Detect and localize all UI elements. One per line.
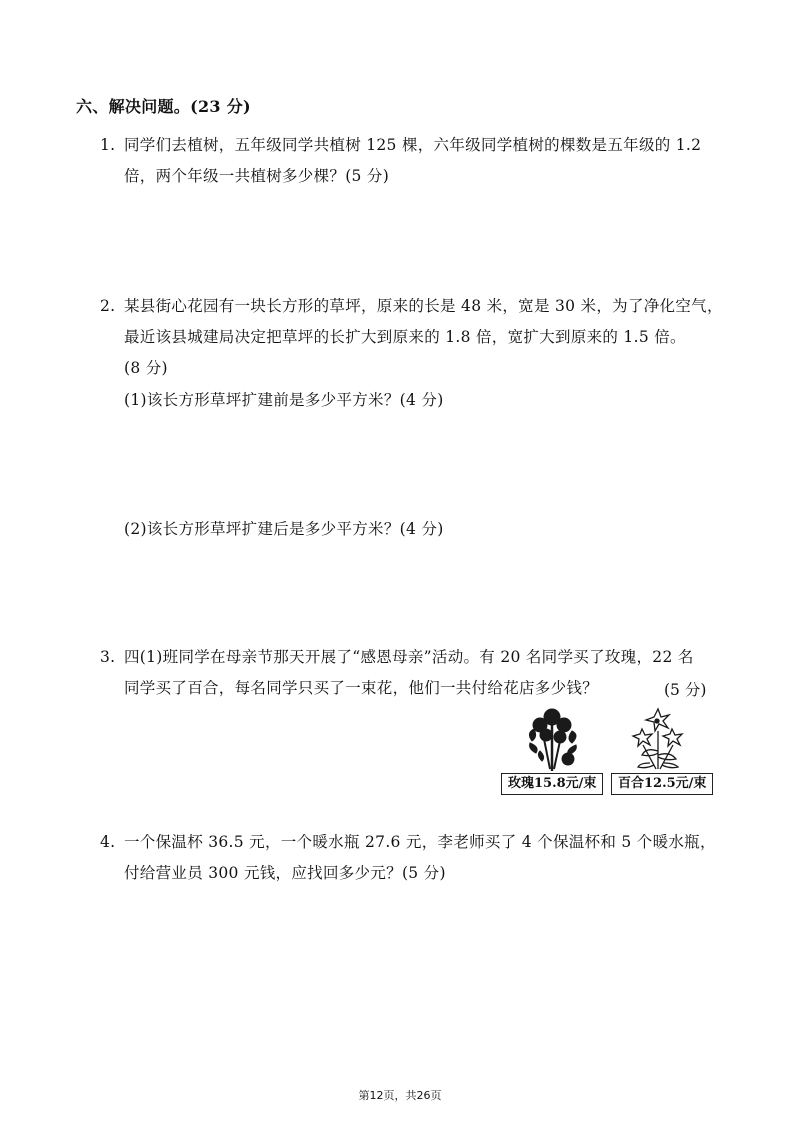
- question-3-line-1: [100, 647, 694, 667]
- question-3-line-2: 同学买了百合，每名同学只买了一束花，他们一共付给花店多少钱？: [124, 679, 599, 697]
- question-2-line-1: [100, 296, 723, 316]
- question-2-number: 2.: [100, 297, 116, 315]
- question-3-text-1: 四(1)班同学在母亲节那天开展了“感恩母亲”活动。有 20 名同学买了玫瑰，22 名: [124, 648, 694, 666]
- question-2-sub-1: (1)该长方形草坪扩建前是多少平方米？(4 分): [124, 391, 444, 409]
- question-2-text-1: 某县街心花园有一块长方形的草坪，原来的长是 48 米，宽是 30 米，为了净化空气，: [124, 297, 723, 315]
- page-footer: 第12页，共26页: [358, 1089, 442, 1102]
- question-1-line-2: 倍，两个年级一共植树多少棵？(5 分): [124, 167, 390, 185]
- lily-price-tag: 百合12.5元/束: [611, 773, 713, 795]
- question-4-text-1: 一个保温杯 36.5 元，一个暖水瓶 27.6 元，李老师买了 4 个保温杯和 5 个暖水瓶，: [124, 833, 716, 851]
- question-3-number: 3.: [100, 648, 116, 666]
- question-4-line-2: 付给营业员 300 元钱，应找回多少元？(5 分): [124, 864, 446, 882]
- rose-bouquet-icon: [522, 705, 582, 773]
- question-4-line-1: [100, 832, 716, 852]
- lily-bouquet-icon: [628, 705, 688, 771]
- question-2-line-3: (8 分): [124, 359, 168, 377]
- question-4-number: 4.: [100, 833, 116, 851]
- section-title: 六、解决问题。(23 分): [76, 97, 251, 116]
- question-2-line-2: 最近该县城建局决定把草坪的长扩大到原来的 1.8 倍，宽扩大到原来的 1.5 倍。: [124, 328, 686, 346]
- question-2-sub-2: (2)该长方形草坪扩建后是多少平方米？(4 分): [124, 520, 444, 538]
- question-1-line-1: [100, 135, 701, 155]
- question-1-text-1: 同学们去植树，五年级同学共植树 125 棵，六年级同学植树的棵数是五年级的 1.2: [124, 136, 702, 154]
- rose-price-tag: 玫瑰15.8元/束: [501, 773, 603, 795]
- question-3-points: (5 分): [664, 681, 707, 699]
- question-1-number: 1.: [100, 136, 116, 154]
